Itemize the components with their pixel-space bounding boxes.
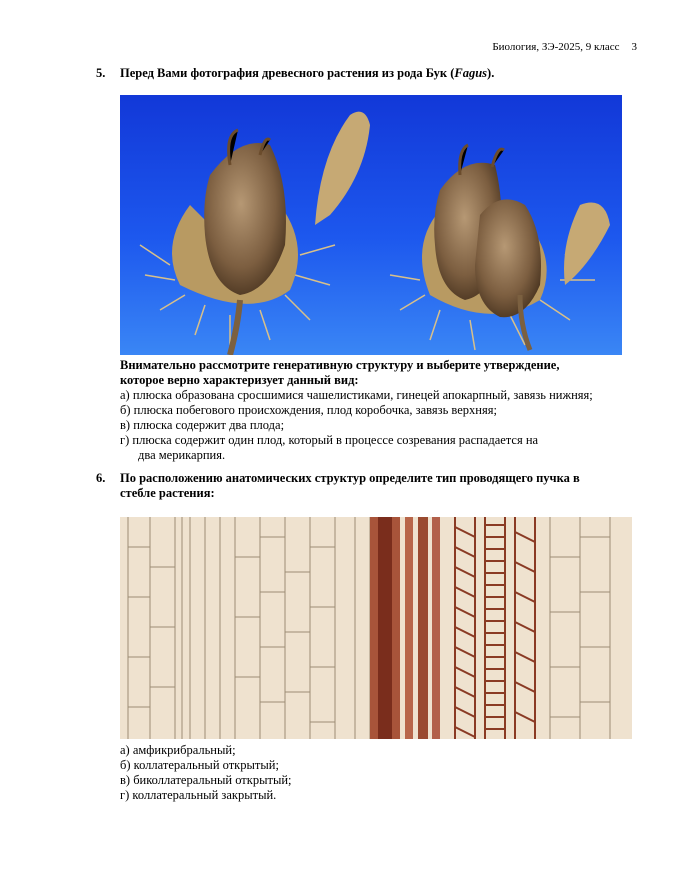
- title-line-2: стебле растения:: [120, 486, 215, 500]
- option-c[interactable]: в) биколлатеральный открытый;: [120, 773, 292, 787]
- option-d[interactable]: г) коллатеральный закрытый.: [120, 788, 277, 802]
- option-c[interactable]: в) плюска содержит два плода;: [120, 418, 285, 432]
- title-suffix: ).: [487, 66, 495, 80]
- option-d[interactable]: г) плюска содержит один плод, который в процессе созревания распадается на: [120, 433, 539, 447]
- page-header: [492, 41, 637, 53]
- beech-cupule-photo: [120, 95, 622, 355]
- title-line-1: По расположению анатомических структур определите тип проводящего пучка в: [120, 471, 580, 485]
- question-number: 5.: [96, 66, 106, 80]
- option-b[interactable]: б) плюска побегового происхождения, плод коробочка, завязь верхняя;: [120, 403, 497, 417]
- question-number: 6.: [96, 471, 106, 485]
- page-number: 3: [631, 41, 637, 53]
- title-text: Перед Вами фотография древесного растения из рода Бук (: [120, 66, 455, 80]
- instruction-line-2: которое верно характеризует данный вид:: [120, 373, 359, 387]
- option-d-continuation: два мерикарпия.: [138, 448, 226, 462]
- question-6-options: [120, 743, 292, 803]
- vascular-bundle-drawing: [120, 517, 632, 739]
- option-a[interactable]: а) плюска образована сросшимися чашелистиками, гинецей апокарпный, завязь нижняя;: [120, 388, 593, 402]
- option-a[interactable]: а) амфикрибральный;: [120, 743, 236, 757]
- option-b[interactable]: б) коллатеральный открытый;: [120, 758, 279, 772]
- question-5-body: [120, 358, 593, 463]
- instruction-line-1: Внимательно рассмотрите генеративную структуру и выберите утверждение,: [120, 358, 560, 372]
- genus-name: Fagus: [454, 66, 488, 80]
- header-text: Биология, ЗЭ-2025, 9 класс: [492, 41, 620, 53]
